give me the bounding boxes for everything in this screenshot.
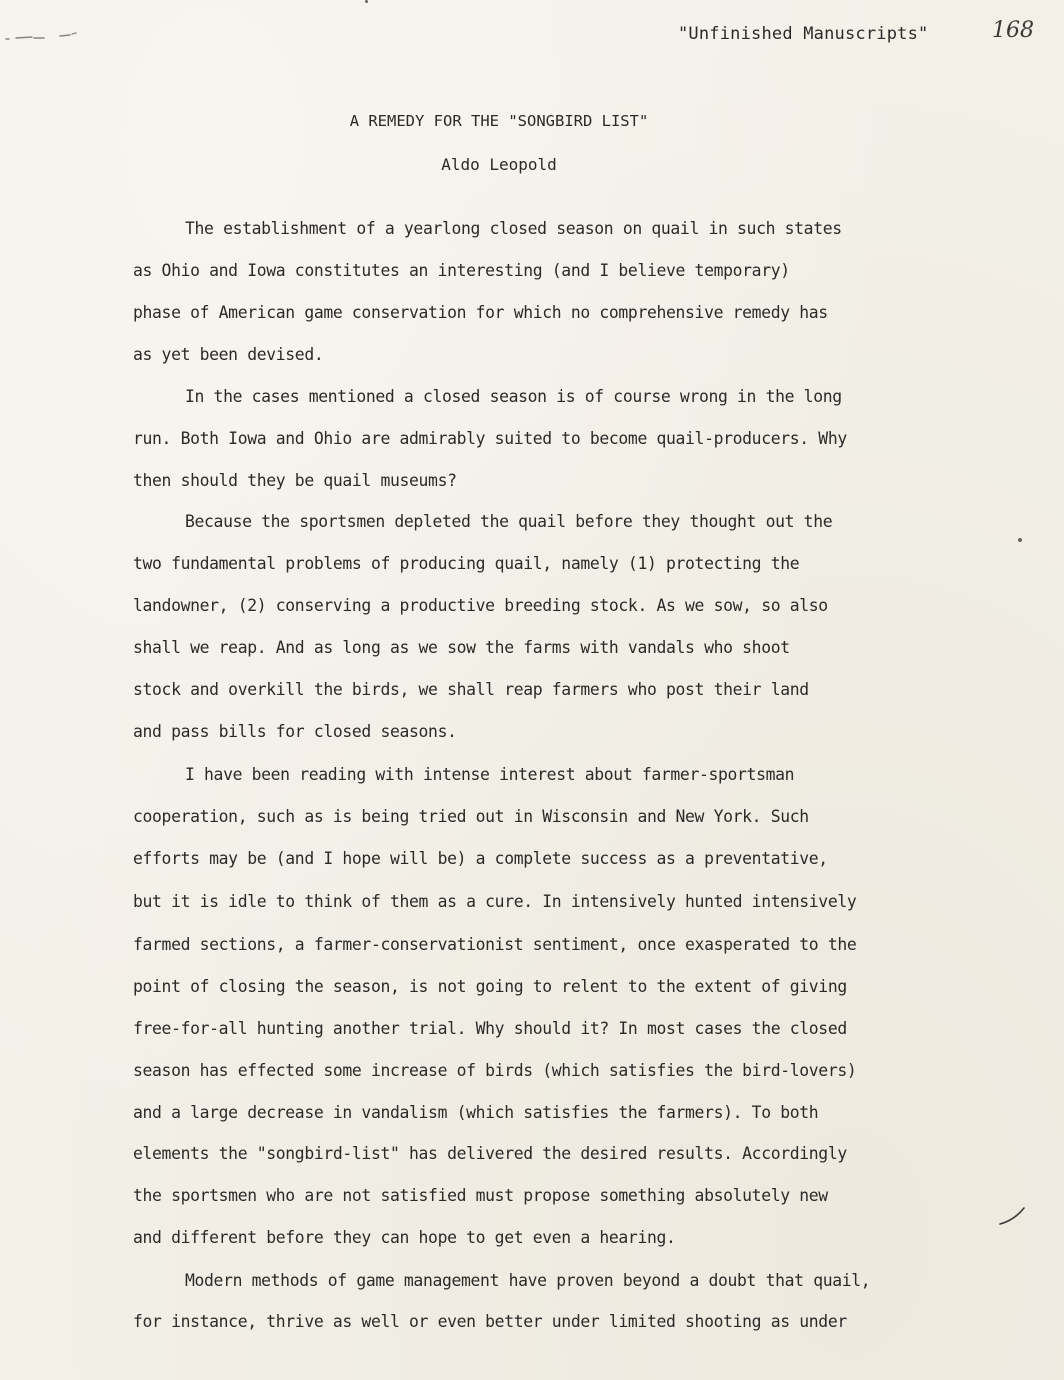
text-line: as Ohio and Iowa constitutes an interesting (and I believe temporary) [133,261,790,280]
text-line: point of closing the season, is not going to relent to the extent of giving [133,977,847,996]
text-line: and a large decrease in vandalism (which satisfies the farmers). To both [133,1103,819,1122]
text-line: and pass bills for closed seasons. [133,722,457,741]
document-author: Aldo Leopold [441,155,557,174]
text-line: for instance, thrive as well or even better under limited shooting as under [133,1312,847,1331]
text-line: cooperation, such as is being tried out in Wisconsin and New York. Such [133,807,809,826]
ink-speck [365,0,368,3]
collection-label: "Unfinished Manuscripts" [678,24,929,44]
text-line: but it is idle to think of them as a cure. In intensively hunted intensively [133,892,857,911]
document-title: A REMEDY FOR THE "SONGBIRD LIST" [349,112,649,130]
pencil-check-mark [996,1200,1030,1230]
text-line: landowner, (2) conserving a productive breeding stock. As we sow, so also [133,596,828,615]
text-line: efforts may be (and I hope will be) a complete success as a preventative, [133,849,828,868]
text-line: The establishment of a yearlong closed season on quail in such states [185,219,842,238]
pencil-smudge-mark [4,30,80,44]
text-line: two fundamental problems of producing quail, namely (1) protecting the [133,554,800,573]
text-line: In the cases mentioned a closed season is of course wrong in the long [185,387,842,406]
text-line: stock and overkill the birds, we shall reap farmers who post their land [133,680,809,699]
text-line: phase of American game conservation for which no comprehensive remedy has [133,303,828,322]
ink-speck [1018,538,1022,542]
text-line: and different before they can hope to get even a hearing. [133,1228,676,1247]
text-line: as yet been devised. [133,345,324,364]
handwritten-page-number: 168 [992,18,1034,43]
text-line: shall we reap. And as long as we sow the farms with vandals who shoot [133,638,790,657]
text-line: season has effected some increase of birds (which satisfies the bird-lovers) [133,1061,857,1080]
text-line: farmed sections, a farmer-conservationist sentiment, once exasperated to the [133,935,857,954]
text-line: Modern methods of game management have proven beyond a doubt that quail, [185,1271,871,1290]
text-line: I have been reading with intense interest about farmer-sportsman [185,765,795,784]
text-line: elements the "songbird-list" has delivered the desired results. Accordingly [133,1144,847,1163]
text-line: then should they be quail museums? [133,471,457,490]
text-line: Because the sportsmen depleted the quail before they thought out the [185,512,833,531]
text-line: free-for-all hunting another trial. Why should it? In most cases the closed [133,1019,847,1038]
text-line: the sportsmen who are not satisfied must propose something absolutely new [133,1186,828,1205]
text-line: run. Both Iowa and Ohio are admirably suited to become quail-producers. Why [133,429,847,448]
